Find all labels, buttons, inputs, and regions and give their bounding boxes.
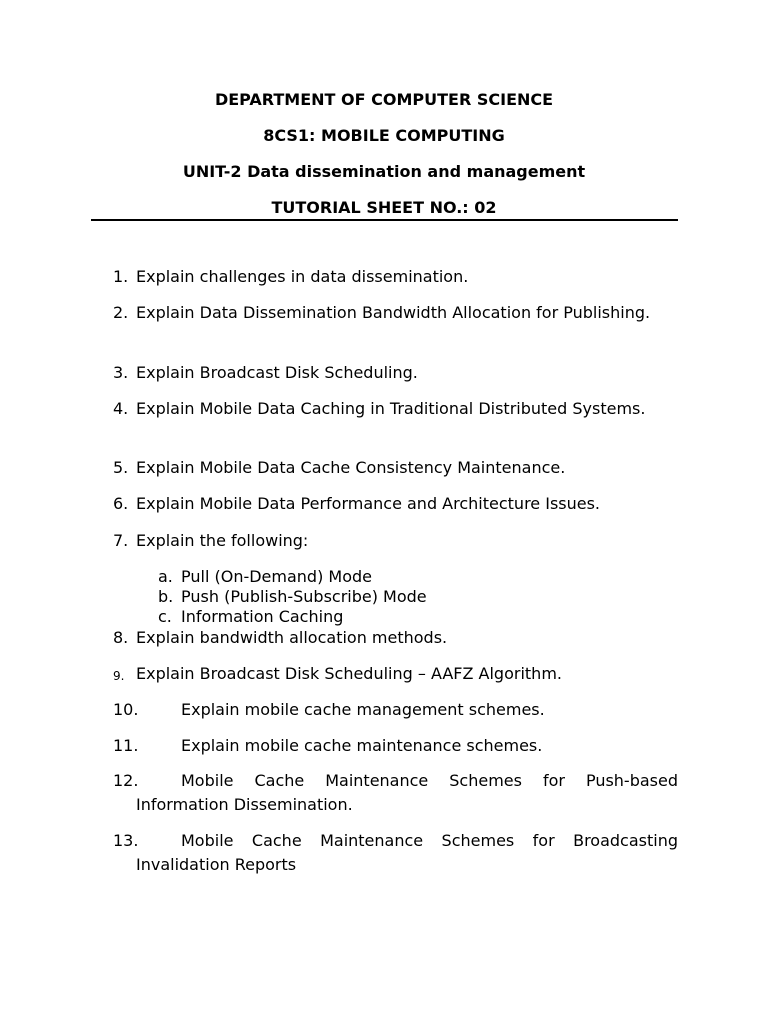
question-text: Explain Broadcast Disk Scheduling – AAFZ Algorithm. — [136, 664, 562, 683]
question-item — [113, 265, 678, 289]
sub-item-text: Information Caching — [181, 607, 344, 626]
question-item — [113, 529, 678, 553]
question-number: 1. — [113, 267, 129, 286]
question-text: Explain Mobile Data Caching in Traditional Distributed Systems. — [136, 399, 646, 418]
question-number: 2. — [113, 303, 129, 322]
question-text: Mobile Cache Maintenance Schemes for Push-based Information Dissemination. — [136, 771, 678, 814]
sheet-title: TUTORIAL SHEET NO.: 02 — [271, 198, 497, 217]
question-item — [113, 626, 678, 650]
sub-item-letter: b. — [158, 587, 174, 606]
question-text: Mobile Cache Maintenance Schemes for Broadcasting Invalidation Reports — [136, 831, 678, 874]
question-item — [113, 492, 678, 516]
course-title: 8CS1: MOBILE COMPUTING — [263, 126, 505, 145]
question-text: Explain Mobile Data Performance and Architecture Issues. — [136, 494, 601, 513]
sub-item-letter: a. — [158, 567, 173, 586]
question-number: 6. — [113, 494, 129, 513]
question-text: Explain mobile cache management schemes. — [181, 700, 545, 719]
question-item — [113, 301, 678, 325]
question-item — [113, 829, 678, 877]
question-item — [113, 734, 678, 758]
sub-item — [158, 587, 427, 607]
question-item — [113, 361, 678, 385]
question-item — [113, 769, 678, 817]
unit-title: UNIT-2 Data dissemination and management — [182, 162, 586, 181]
department-title: DEPARTMENT OF COMPUTER SCIENCE — [214, 90, 554, 109]
sub-item — [158, 567, 372, 587]
question-text: Explain Data Dissemination Bandwidth Allocation for Publishing. — [136, 303, 651, 322]
question-item — [113, 662, 678, 686]
question-number: 5. — [113, 458, 129, 477]
header-divider — [91, 219, 678, 221]
question-text: Explain challenges in data dissemination. — [136, 267, 469, 286]
question-number: 3. — [113, 363, 129, 382]
sub-item-letter: c. — [158, 607, 172, 626]
question-text: Explain mobile cache maintenance schemes. — [181, 736, 543, 755]
question-text: Explain Mobile Data Cache Consistency Maintenance. — [136, 458, 566, 477]
question-number: 13. — [113, 831, 139, 850]
sub-item — [158, 607, 343, 627]
sub-item-text: Push (Publish-Subscribe) Mode — [181, 587, 427, 606]
question-item — [113, 698, 678, 722]
question-item — [113, 397, 678, 421]
question-number: 11. — [113, 736, 139, 755]
question-text: Explain the following: — [136, 531, 309, 550]
question-number: 10. — [113, 700, 139, 719]
question-number: 12. — [113, 771, 139, 790]
question-number: 9. — [113, 669, 125, 683]
question-item — [113, 456, 678, 480]
sub-item-text: Pull (On-Demand) Mode — [181, 567, 373, 586]
question-text: Explain Broadcast Disk Scheduling. — [136, 363, 418, 382]
question-number: 4. — [113, 399, 129, 418]
question-number: 7. — [113, 531, 129, 550]
question-text: Explain bandwidth allocation methods. — [136, 628, 448, 647]
question-number: 8. — [113, 628, 129, 647]
